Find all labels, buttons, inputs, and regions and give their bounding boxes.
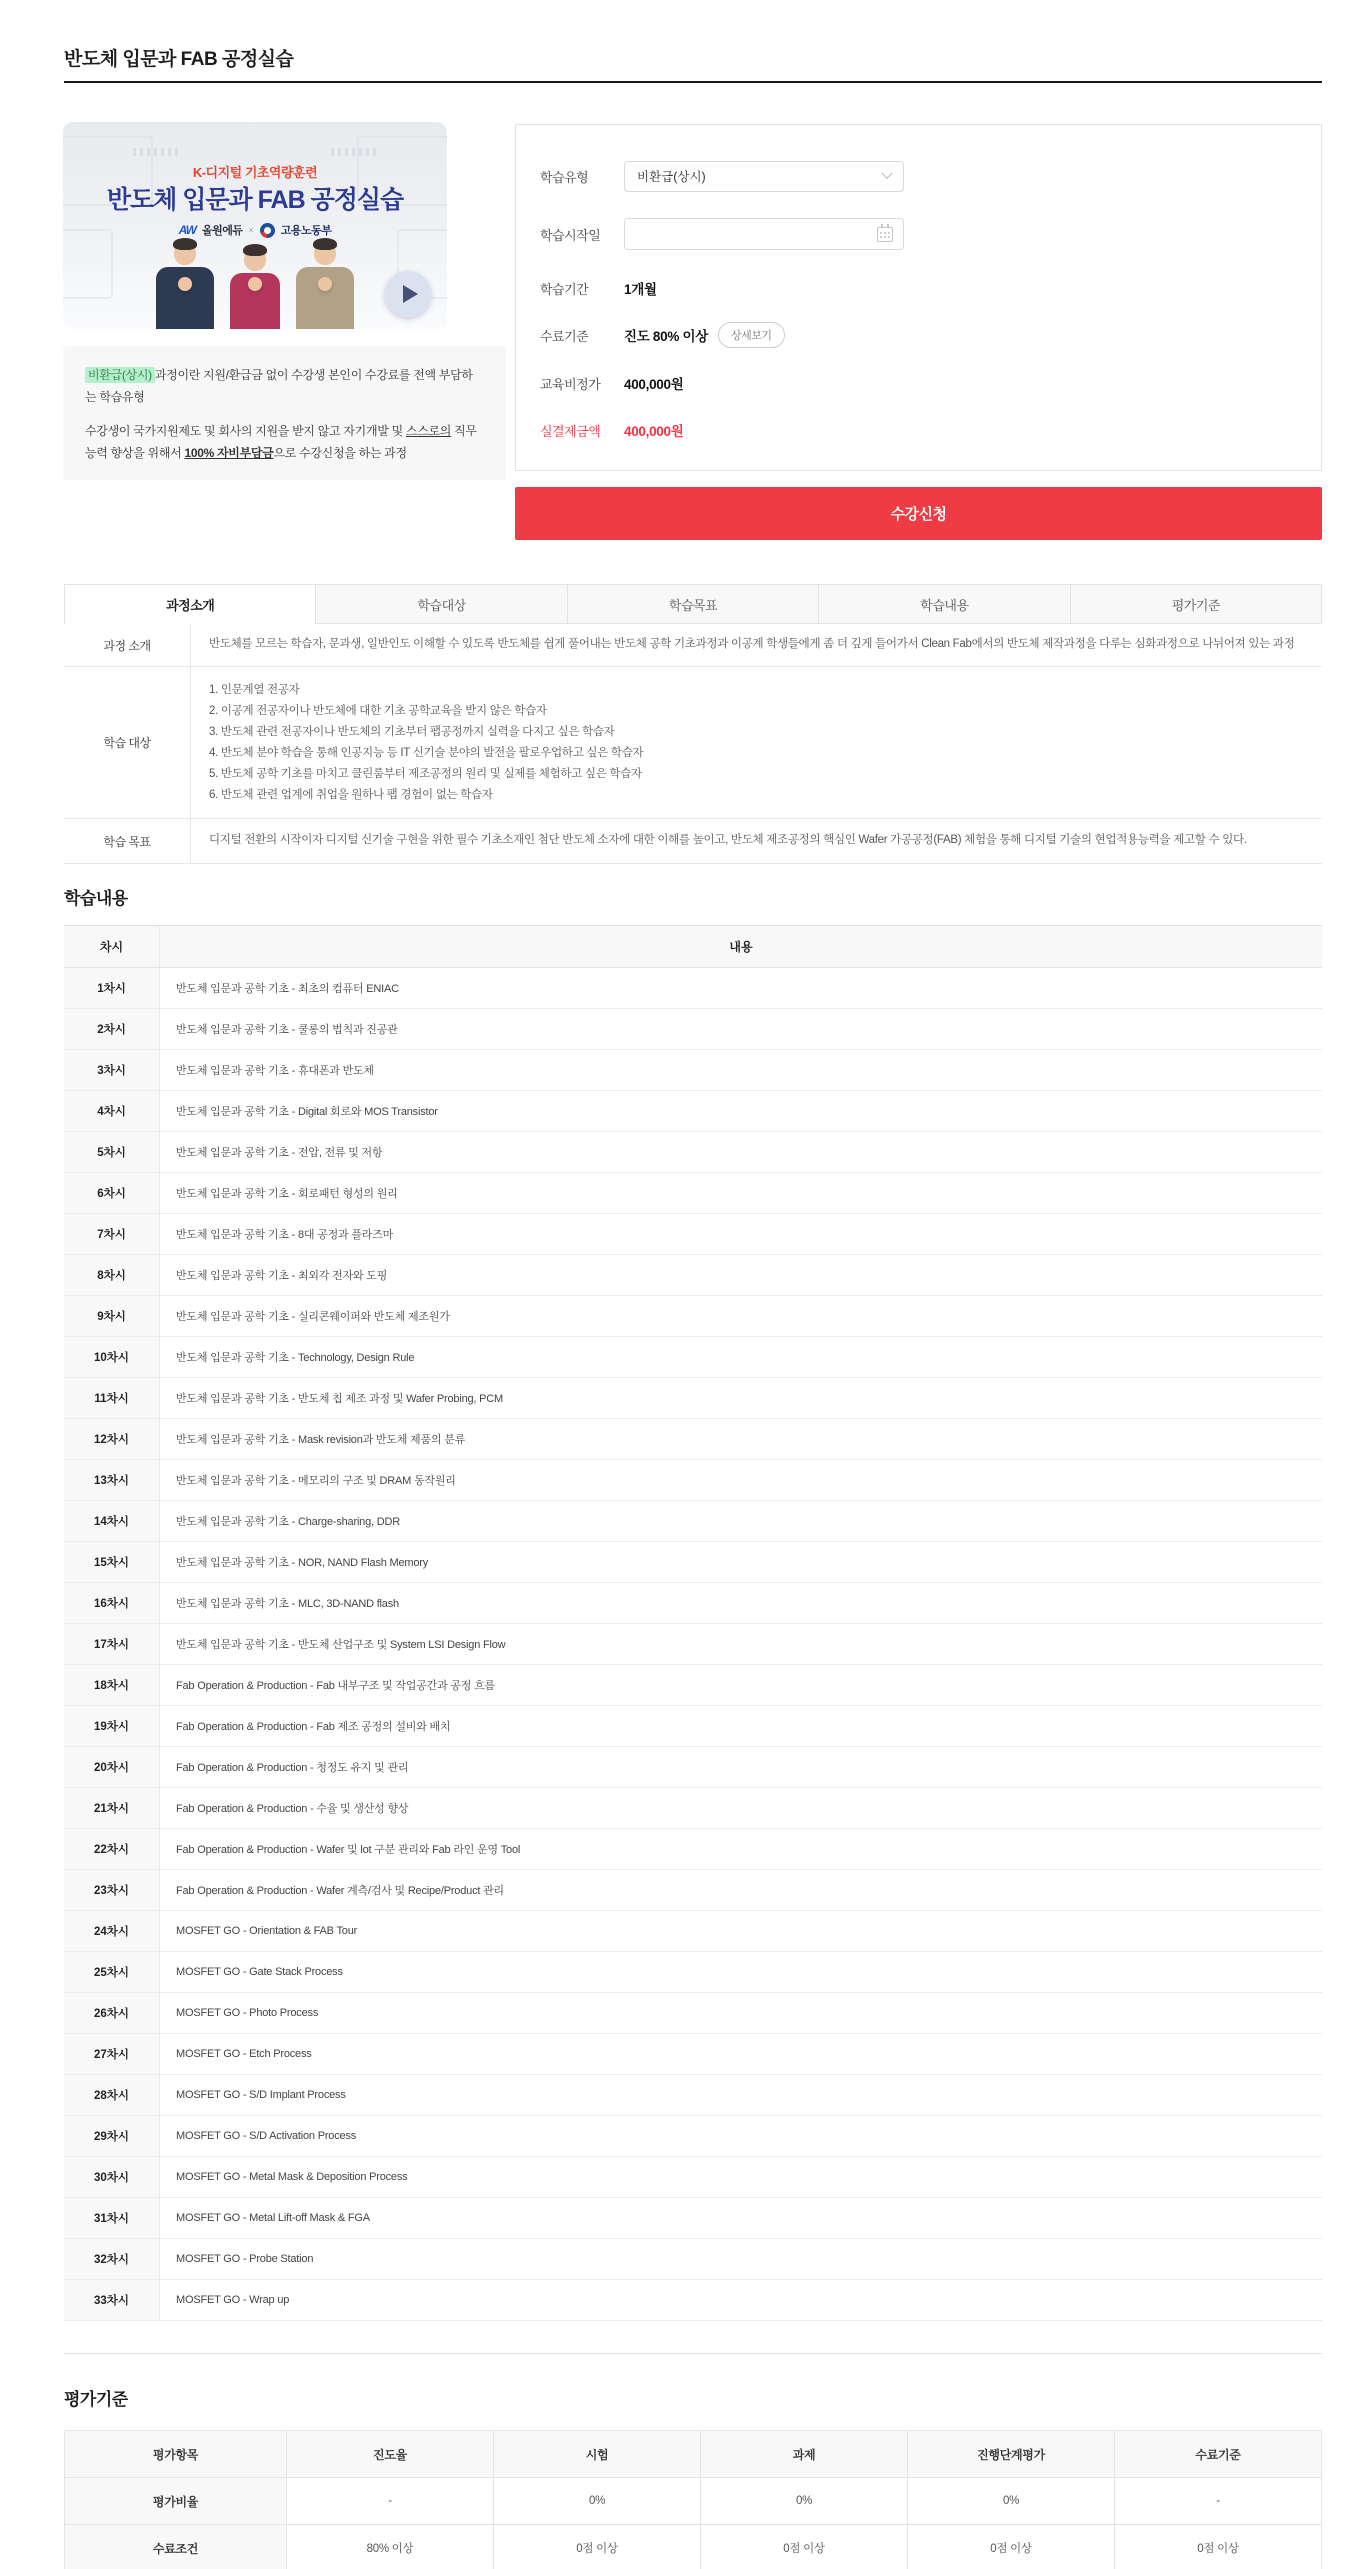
evaluation-value-cell: 0% (494, 2478, 701, 2524)
curriculum-row (64, 1173, 1322, 1214)
tab-audience[interactable]: 학습대상 (315, 584, 567, 624)
form-row-learning-type (540, 160, 904, 192)
chevron-down-icon (881, 168, 892, 179)
curriculum-content-cell: 반도체 입문과 공학 기초 - 전압, 전류 및 저항 (176, 1147, 383, 1159)
evaluation-value-cell: - (287, 2478, 494, 2524)
banner-title: 반도체 입문과 FAB 공정실습 (106, 186, 404, 214)
curriculum-session-cell: 17차시 (64, 1624, 160, 1664)
circuit-decoration (133, 148, 179, 156)
intro-row-audience (64, 667, 1322, 819)
evaluation-value-cell: 80% 이상 (287, 2525, 494, 2569)
curriculum-session-cell: 10차시 (64, 1337, 160, 1377)
curriculum-row (64, 1911, 1322, 1952)
evaluation-header-cell: 시험 (494, 2431, 701, 2477)
banner-badge: K-디지털 기초역량훈련 (192, 165, 318, 180)
curriculum-session-cell: 12차시 (64, 1419, 160, 1459)
curriculum-col-content: 내용 (729, 940, 753, 954)
curriculum-session-cell: 25차시 (64, 1952, 160, 1992)
play-icon (403, 285, 418, 303)
curriculum-session-cell: 26차시 (64, 1993, 160, 2033)
curriculum-content-cell: Fab Operation & Production - 청정도 유지 및 관리 (176, 1762, 409, 1774)
curriculum-session-cell: 29차시 (64, 2116, 160, 2156)
curriculum-session-cell: 30차시 (64, 2157, 160, 2197)
curriculum-content-cell: 반도체 입문과 공학 기초 - 실리콘웨이퍼와 반도체 제조원가 (176, 1311, 450, 1323)
curriculum-row (64, 1091, 1322, 1132)
period-label: 학습기간 (540, 281, 589, 297)
start-date-input[interactable] (624, 218, 904, 250)
curriculum-row (64, 1050, 1322, 1091)
curriculum-row (64, 2034, 1322, 2075)
form-row-criteria (540, 319, 785, 351)
curriculum-content-cell: 반도체 입문과 공학 기초 - 반도체 칩 제조 과정 및 Wafer Probing, PCM (176, 1393, 503, 1405)
curriculum-content-cell: MOSFET GO - S/D Activation Process (176, 2130, 357, 2142)
curriculum-content-cell: Fab Operation & Production - Wafer 및 lot 구분 관리와 Fab 라인 운영 Tool (176, 1844, 521, 1856)
intro-row-label: 학습 목표 (103, 834, 151, 849)
page-content (64, 0, 1322, 2569)
evaluation-header-cell: 수료기준 (1115, 2431, 1321, 2477)
evaluation-value-cell: 0점 이상 (908, 2525, 1115, 2569)
notice-paragraph: 비환급(상시) 과정이란 지원/환급금 없이 수강생 본인이 수강료를 전액 부담하는 학습유형 (85, 368, 473, 404)
form-row-start-date (540, 218, 904, 250)
curriculum-session-cell: 24차시 (64, 1911, 160, 1951)
curriculum-session-cell: 2차시 (64, 1009, 160, 1049)
allwin-edu-logo: AW (178, 223, 196, 237)
evaluation-row-label: 평가비율 (65, 2478, 287, 2524)
curriculum-content-cell: Fab Operation & Production - 수율 및 생산성 향상 (176, 1803, 409, 1815)
curriculum-content-cell: 반도체 입문과 공학 기초 - Technology, Design Rule (176, 1352, 415, 1364)
curriculum-content-cell: MOSFET GO - Wrap up (176, 2294, 290, 2306)
curriculum-session-cell: 28차시 (64, 2075, 160, 2115)
curriculum-content-cell: Fab Operation & Production - Fab 내부구조 및 작업공간과 공정 흐름 (176, 1680, 495, 1692)
curriculum-session-cell: 15차시 (64, 1542, 160, 1582)
circuit-decoration (331, 148, 377, 156)
banner-person (296, 241, 354, 329)
audience-line: 3. 반도체 관련 전공자이나 반도체의 기초부터 팹공정까지 실력을 다지고 싶은 학습자 (209, 725, 615, 738)
curriculum-row (64, 1829, 1322, 1870)
circuit-decoration (63, 229, 113, 299)
curriculum-content-cell: MOSFET GO - Probe Station (176, 2253, 314, 2265)
curriculum-row (64, 1419, 1322, 1460)
banner-logos (63, 222, 447, 238)
curriculum-session-cell: 21차시 (64, 1788, 160, 1828)
curriculum-session-cell: 32차시 (64, 2239, 160, 2279)
learning-type-label: 학습유형 (540, 169, 589, 185)
curriculum-content-cell: 반도체 입문과 공학 기초 - Mask revision과 반도체 제품의 분류 (176, 1434, 466, 1446)
curriculum-session-cell: 23차시 (64, 1870, 160, 1910)
evaluation-heading: 평가기준 (64, 2390, 128, 2409)
curriculum-body (64, 968, 1322, 2321)
curriculum-session-cell: 8차시 (64, 1255, 160, 1295)
curriculum-row (64, 1952, 1322, 1993)
criteria-detail-button[interactable]: 상세보기 (718, 322, 785, 348)
curriculum-content-cell: MOSFET GO - Metal Mask & Deposition Process (176, 2171, 408, 2183)
audience-lines (190, 667, 1322, 818)
curriculum-content-cell: Fab Operation & Production - Wafer 계측/검사 및 Recipe/Product 관리 (176, 1885, 504, 1897)
course-summary-area (64, 124, 1322, 584)
price-value: 400,000원 (624, 377, 684, 392)
curriculum-content-cell: 반도체 입문과 공학 기초 - 최외각 전자와 도핑 (176, 1270, 388, 1282)
curriculum-content-cell: 반도체 입문과 공학 기초 - 휴대폰과 반도체 (176, 1065, 374, 1077)
section-divider (64, 2353, 1322, 2354)
curriculum-session-cell: 20차시 (64, 1747, 160, 1787)
banner-person (156, 241, 214, 329)
curriculum-session-cell: 13차시 (64, 1460, 160, 1500)
curriculum-session-cell: 9차시 (64, 1296, 160, 1336)
intro-row-content: 디지털 전환의 시작이자 디지털 신기술 구현을 위한 필수 기초소재인 첨단 반도체 소자에 대한 이해를 높이고, 반도체 제조공정의 핵심인 Wafer 가공공정(FAB) 체험을 통해 디지털 기술의 현업적용능력을 제고할 수 있다. (190, 819, 1322, 863)
evaluation-row (65, 2478, 1321, 2525)
curriculum-content-cell: 반도체 입문과 공학 기초 - 최초의 컴퓨터 ENIAC (176, 983, 399, 995)
curriculum-session-cell: 4차시 (64, 1091, 160, 1131)
curriculum-session-cell: 1차시 (64, 968, 160, 1008)
payment-value: 400,000원 (624, 424, 684, 439)
form-row-payment (540, 414, 683, 446)
learning-type-selected-value: 비환급(상시) (637, 170, 706, 184)
curriculum-session-cell: 22차시 (64, 1829, 160, 1869)
criteria-label: 수료기준 (540, 328, 589, 344)
evaluation-header-cell: 진행단계평가 (908, 2431, 1115, 2477)
audience-line: 4. 반도체 분야 학습을 통해 인공지능 등 IT 신기술 분야의 발전을 팔로우업하고 싶은 학습자 (209, 746, 644, 759)
audience-line: 6. 반도체 관련 업계에 취업을 원하나 팹 경험이 없는 학습자 (209, 788, 493, 801)
curriculum-row (64, 2075, 1322, 2116)
criteria-value: 진도 80% 이상 (624, 329, 708, 344)
start-date-label: 학습시작일 (540, 227, 601, 243)
evaluation-value-cell: 0점 이상 (1115, 2525, 1321, 2569)
enrollment-form (515, 124, 1322, 471)
curriculum-content-cell: MOSFET GO - S/D Implant Process (176, 2089, 346, 2101)
allwin-edu-logo-text: 올원에듀 (201, 225, 243, 237)
curriculum-session-cell: 7차시 (64, 1214, 160, 1254)
evaluation-value-cell: - (1115, 2478, 1321, 2524)
notice-paragraph: 수강생이 국가지원제도 및 회사의 지원을 받지 않고 자기개발 및 스스로의 직무능력 향상을 위해서 100% 자비부담금으로 수강신청을 하는 과정 (85, 424, 477, 460)
tab-intro[interactable]: 과정소개 (64, 584, 316, 624)
audience-line: 1. 인문계열 전공자 (209, 683, 300, 696)
intro-row-content: 반도체를 모르는 학습자, 문과생, 일반인도 이해할 수 있도록 반도체를 쉽게 풀어내는 반도체 공학 기초과정과 이공계 학생들에게 좀 더 깊게 들어가서 Clean Fab에서의 반도체 제작과정을 다루는 심화과정으로 나뉘어져 있는 과정 (190, 624, 1322, 666)
curriculum-row (64, 1583, 1322, 1624)
evaluation-header-cell: 과제 (701, 2431, 908, 2477)
enroll-button[interactable]: 수강신청 (515, 487, 1322, 540)
intro-row-label: 학습 대상 (103, 736, 151, 750)
intro-row-goal (64, 819, 1322, 864)
curriculum-content-cell: 반도체 입문과 공학 기초 - Charge-sharing, DDR (176, 1516, 400, 1528)
curriculum-row (64, 2280, 1322, 2321)
curriculum-content-cell: Fab Operation & Production - Fab 제조 공정의 설비와 배치 (176, 1721, 451, 1733)
curriculum-row (64, 1993, 1322, 2034)
curriculum-content-cell: 반도체 입문과 공학 기초 - Digital 회로와 MOS Transistor (176, 1106, 438, 1118)
curriculum-row (64, 1870, 1322, 1911)
curriculum-row (64, 1460, 1322, 1501)
curriculum-content-cell: 반도체 입문과 공학 기초 - 메모리의 구조 및 DRAM 동작원리 (176, 1475, 456, 1487)
curriculum-row (64, 1255, 1322, 1296)
curriculum-row (64, 1296, 1322, 1337)
tab-content[interactable]: 학습내용 (818, 584, 1070, 624)
curriculum-table (64, 925, 1322, 2321)
intro-row-overview (64, 624, 1322, 667)
intro-row-label: 과정 소개 (103, 638, 151, 653)
curriculum-row (64, 1624, 1322, 1665)
price-label: 교육비정가 (540, 376, 601, 392)
evaluation-row (65, 2525, 1321, 2569)
period-value: 1개월 (624, 282, 657, 297)
page-title: 반도체 입문과 FAB 공정실습 (64, 0, 1322, 83)
curriculum-session-cell: 18차시 (64, 1665, 160, 1705)
curriculum-content-cell: MOSFET GO - Gate Stack Process (176, 1966, 343, 1978)
calendar-icon[interactable] (877, 227, 893, 242)
curriculum-row (64, 1665, 1322, 1706)
audience-line: 2. 이공계 전공자이나 반도체에 대한 기초 공학교육을 받지 않은 학습자 (209, 704, 547, 717)
curriculum-row (64, 1214, 1322, 1255)
curriculum-row (64, 1706, 1322, 1747)
curriculum-row (64, 1501, 1322, 1542)
curriculum-session-cell: 33차시 (64, 2280, 160, 2320)
curriculum-row (64, 1747, 1322, 1788)
learning-type-select[interactable] (624, 161, 904, 192)
curriculum-session-cell: 31차시 (64, 2198, 160, 2238)
curriculum-session-cell: 19차시 (64, 1706, 160, 1746)
curriculum-session-cell: 3차시 (64, 1050, 160, 1090)
curriculum-row (64, 1788, 1322, 1829)
highlight-badge: 비환급(상시) (85, 367, 155, 383)
curriculum-heading: 학습내용 (64, 889, 128, 908)
evaluation-value-cell: 0점 이상 (701, 2525, 908, 2569)
curriculum-row (64, 1132, 1322, 1173)
curriculum-content-cell: MOSFET GO - Metal Lift-off Mask & FGA (176, 2212, 370, 2224)
curriculum-session-cell: 11차시 (64, 1378, 160, 1418)
evaluation-value-cell: 0% (701, 2478, 908, 2524)
curriculum-session-cell: 14차시 (64, 1501, 160, 1541)
banner-person (230, 247, 280, 329)
curriculum-content-cell: 반도체 입문과 공학 기초 - 반도체 산업구조 및 System LSI Design Flow (176, 1639, 506, 1651)
moel-logo-text: 고용노동부 (280, 225, 332, 237)
curriculum-session-cell: 6차시 (64, 1173, 160, 1213)
payment-label: 실결제금액 (540, 423, 601, 439)
curriculum-content-cell: MOSFET GO - Orientation & FAB Tour (176, 1925, 358, 1937)
curriculum-row (64, 1337, 1322, 1378)
curriculum-content-cell: MOSFET GO - Photo Process (176, 2007, 319, 2019)
curriculum-session-cell: 27차시 (64, 2034, 160, 2074)
evaluation-value-cell: 0점 이상 (494, 2525, 701, 2569)
form-row-price (540, 367, 683, 399)
play-button[interactable] (385, 271, 431, 317)
curriculum-content-cell: 반도체 입문과 공학 기초 - NOR, NAND Flash Memory (176, 1557, 429, 1569)
curriculum-row (64, 2157, 1322, 2198)
curriculum-row (64, 1378, 1322, 1419)
audience-line: 5. 반도체 공학 기초를 마치고 클린룸부터 제조공정의 원리 및 실제를 체험하고 싶은 학습자 (209, 767, 642, 780)
curriculum-header-row (64, 926, 1322, 968)
evaluation-table (64, 2430, 1322, 2569)
banner-people (156, 241, 354, 329)
evaluation-value-cell: 0% (908, 2478, 1115, 2524)
curriculum-content-cell: 반도체 입문과 공학 기초 - 쿨롱의 법칙과 진공관 (176, 1024, 398, 1036)
curriculum-session-cell: 5차시 (64, 1132, 160, 1172)
learning-type-notice (63, 346, 506, 480)
evaluation-header-cell: 진도율 (287, 2431, 494, 2477)
curriculum-content-cell: MOSFET GO - Etch Process (176, 2048, 312, 2060)
curriculum-row (64, 2239, 1322, 2280)
logo-x-separator: × (248, 225, 254, 235)
course-thumbnail (63, 122, 447, 329)
tab-criteria[interactable]: 평가기준 (1070, 584, 1322, 624)
curriculum-content-cell: 반도체 입문과 공학 기초 - 8대 공정과 플라즈마 (176, 1229, 394, 1241)
curriculum-session-cell: 16차시 (64, 1583, 160, 1623)
curriculum-row (64, 1009, 1322, 1050)
evaluation-header-row (65, 2431, 1321, 2478)
tab-bar (64, 584, 1322, 624)
curriculum-col-session: 차시 (64, 926, 160, 967)
form-row-period (540, 272, 657, 304)
evaluation-row-label: 수료조건 (65, 2525, 287, 2569)
curriculum-content-cell: 반도체 입문과 공학 기초 - MLC, 3D-NAND flash (176, 1598, 399, 1610)
moel-emblem-icon (260, 223, 275, 238)
curriculum-row (64, 2198, 1322, 2239)
curriculum-row (64, 1542, 1322, 1583)
intro-table (64, 624, 1322, 864)
tab-goal[interactable]: 학습목표 (567, 584, 819, 624)
curriculum-row (64, 2116, 1322, 2157)
curriculum-row (64, 968, 1322, 1009)
evaluation-header-cell: 평가항목 (65, 2431, 287, 2477)
curriculum-content-cell: 반도체 입문과 공학 기초 - 회로패턴 형성의 원리 (176, 1188, 398, 1200)
